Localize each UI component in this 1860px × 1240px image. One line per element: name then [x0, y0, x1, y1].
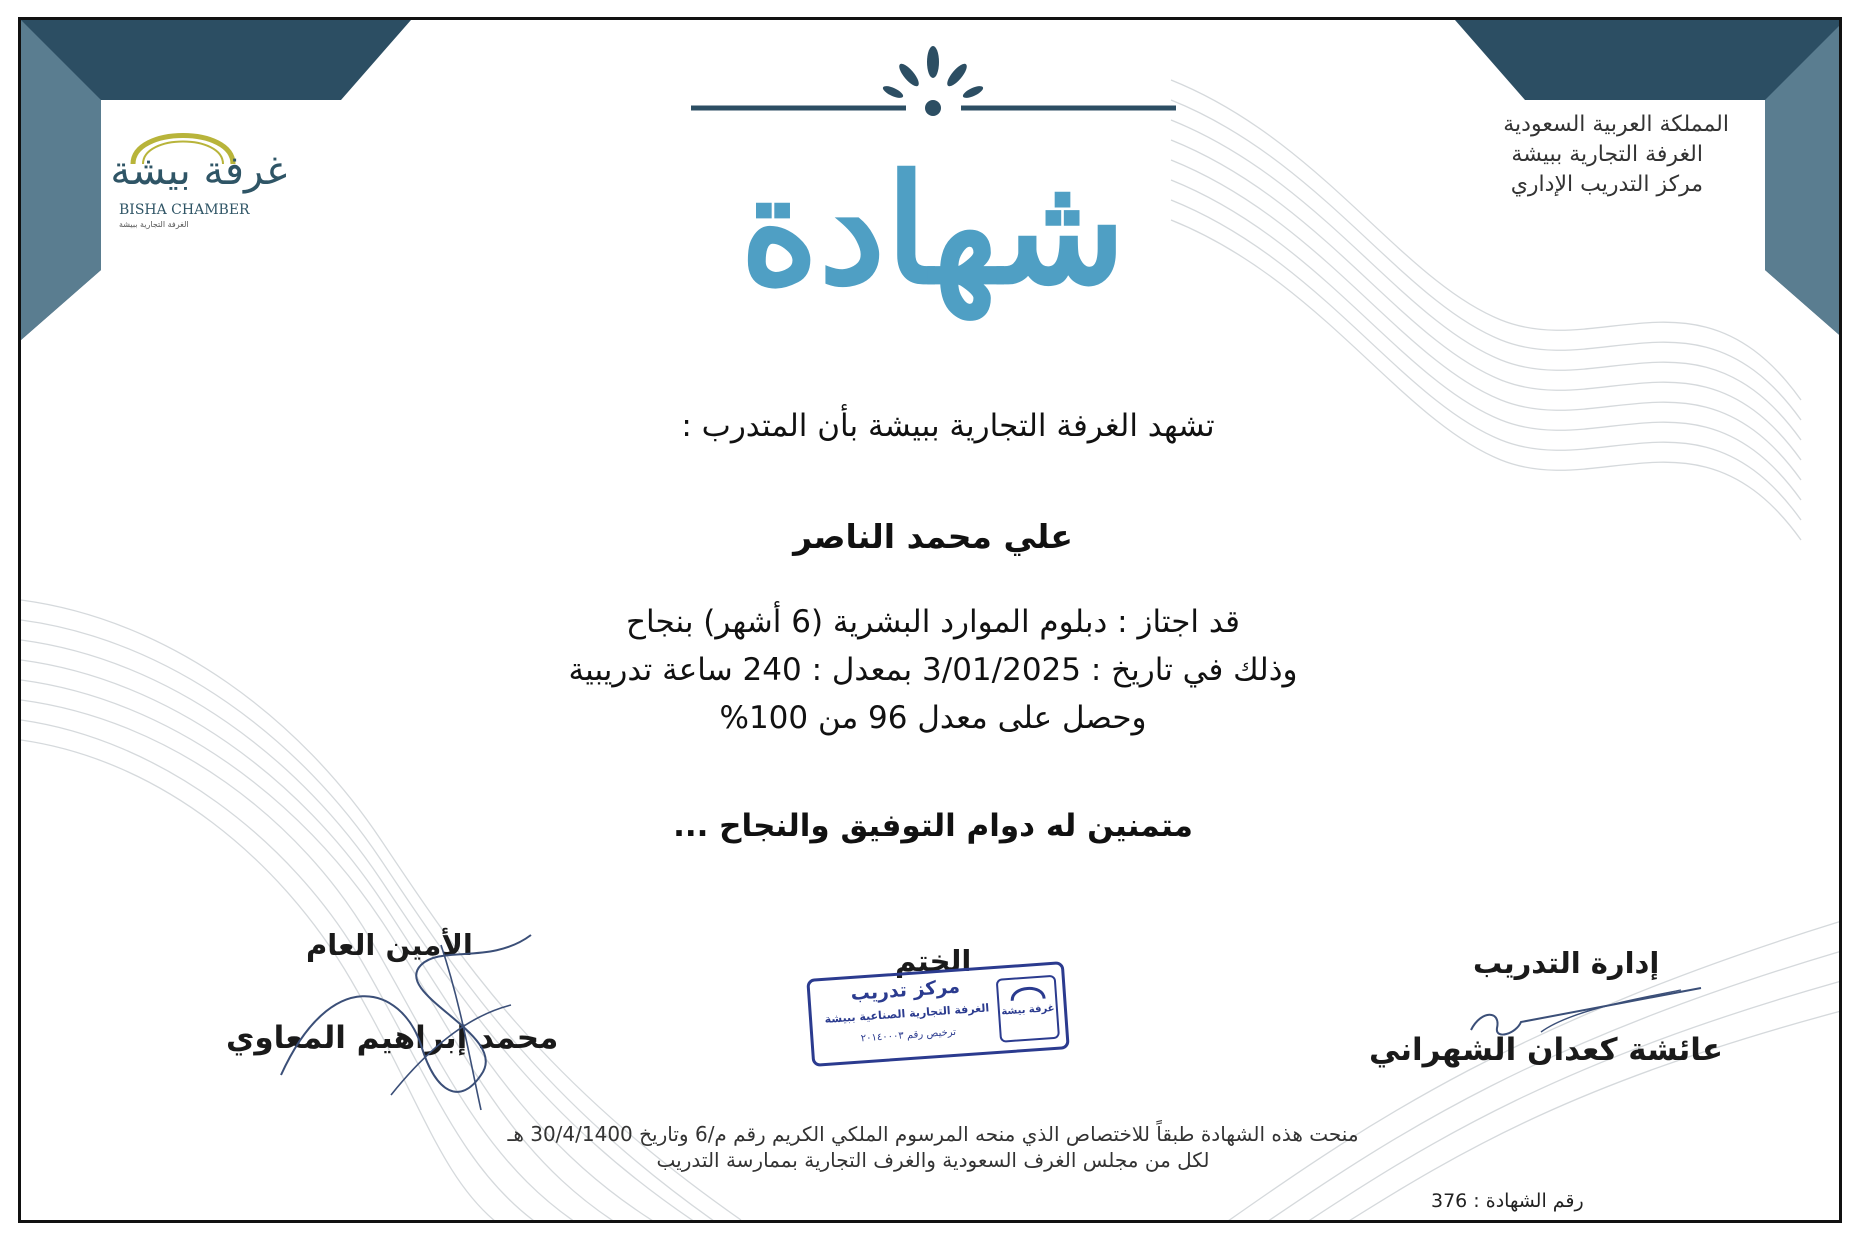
seal-title: الختم: [895, 944, 972, 978]
stamp-logo-badge: [996, 975, 1060, 1043]
training-signature: [1461, 970, 1711, 1080]
legal-line-1: منحت هذه الشهادة طبقاً للاختصاص الذي منحه المرسوم الملكي الكريم رقم م/6 وتاريخ 30/4/1400 هـ: [507, 1122, 1359, 1146]
secretary-title: الأمين العام: [306, 928, 473, 962]
grade-line: وحصل على معدل 96 من 100%: [719, 700, 1147, 736]
official-stamp: [806, 961, 1070, 1067]
stamp-line-2: الغرفة التجارية الصناعية ببيشة: [824, 1001, 990, 1026]
issuer-center: مركز التدريب الإداري: [1510, 172, 1703, 197]
logo-tagline: الغرفة التجارية ببيشة: [119, 220, 189, 229]
certificate: [18, 17, 1842, 1223]
stamp-logo-text: غرفة بيشة: [1001, 1002, 1055, 1018]
course-line: قد اجتاز : دبلوم الموارد البشرية (6 أشهر) بنجاح: [626, 604, 1240, 640]
trainee-name: علي محمد الناصر: [793, 517, 1073, 556]
training-title: إدارة التدريب: [1473, 946, 1660, 980]
secretary-name: محمد إبراهيم المعاوي: [226, 1020, 559, 1056]
certificate-number: رقم الشهادة : 376: [1431, 1190, 1584, 1212]
logo-arabic-name: غرفة بيشة: [110, 148, 287, 194]
secretary-signature: [271, 925, 571, 1115]
legal-line-2: لكل من مجلس الغرف السعودية والغرف التجارية بممارسة التدريب: [656, 1148, 1210, 1172]
stamp-arc-icon: [1008, 981, 1047, 1002]
date-line: وذلك في تاريخ : 3/01/2025 بمعدل : 240 ساعة تدريبية: [568, 652, 1298, 688]
issuer-chamber: الغرفة التجارية ببيشة: [1511, 142, 1703, 167]
issuer-country: المملكة العربية السعودية: [1503, 112, 1729, 137]
training-name: عائشة كعدان الشهراني: [1369, 1032, 1724, 1068]
logo-english-name: BISHA CHAMBER: [119, 202, 250, 218]
stamp-line-1: مركز تدريب: [849, 975, 961, 1006]
stamp-line-3: ترخيص رقم ٢٠١٤٠٠٠٣: [860, 1026, 957, 1045]
intro-text: تشهد الغرفة التجارية ببيشة بأن المتدرب :: [681, 408, 1215, 444]
wish-text: متمنين له دوام التوفيق والنجاح ...: [673, 808, 1193, 844]
certificate-title: شهادة: [740, 142, 1126, 318]
